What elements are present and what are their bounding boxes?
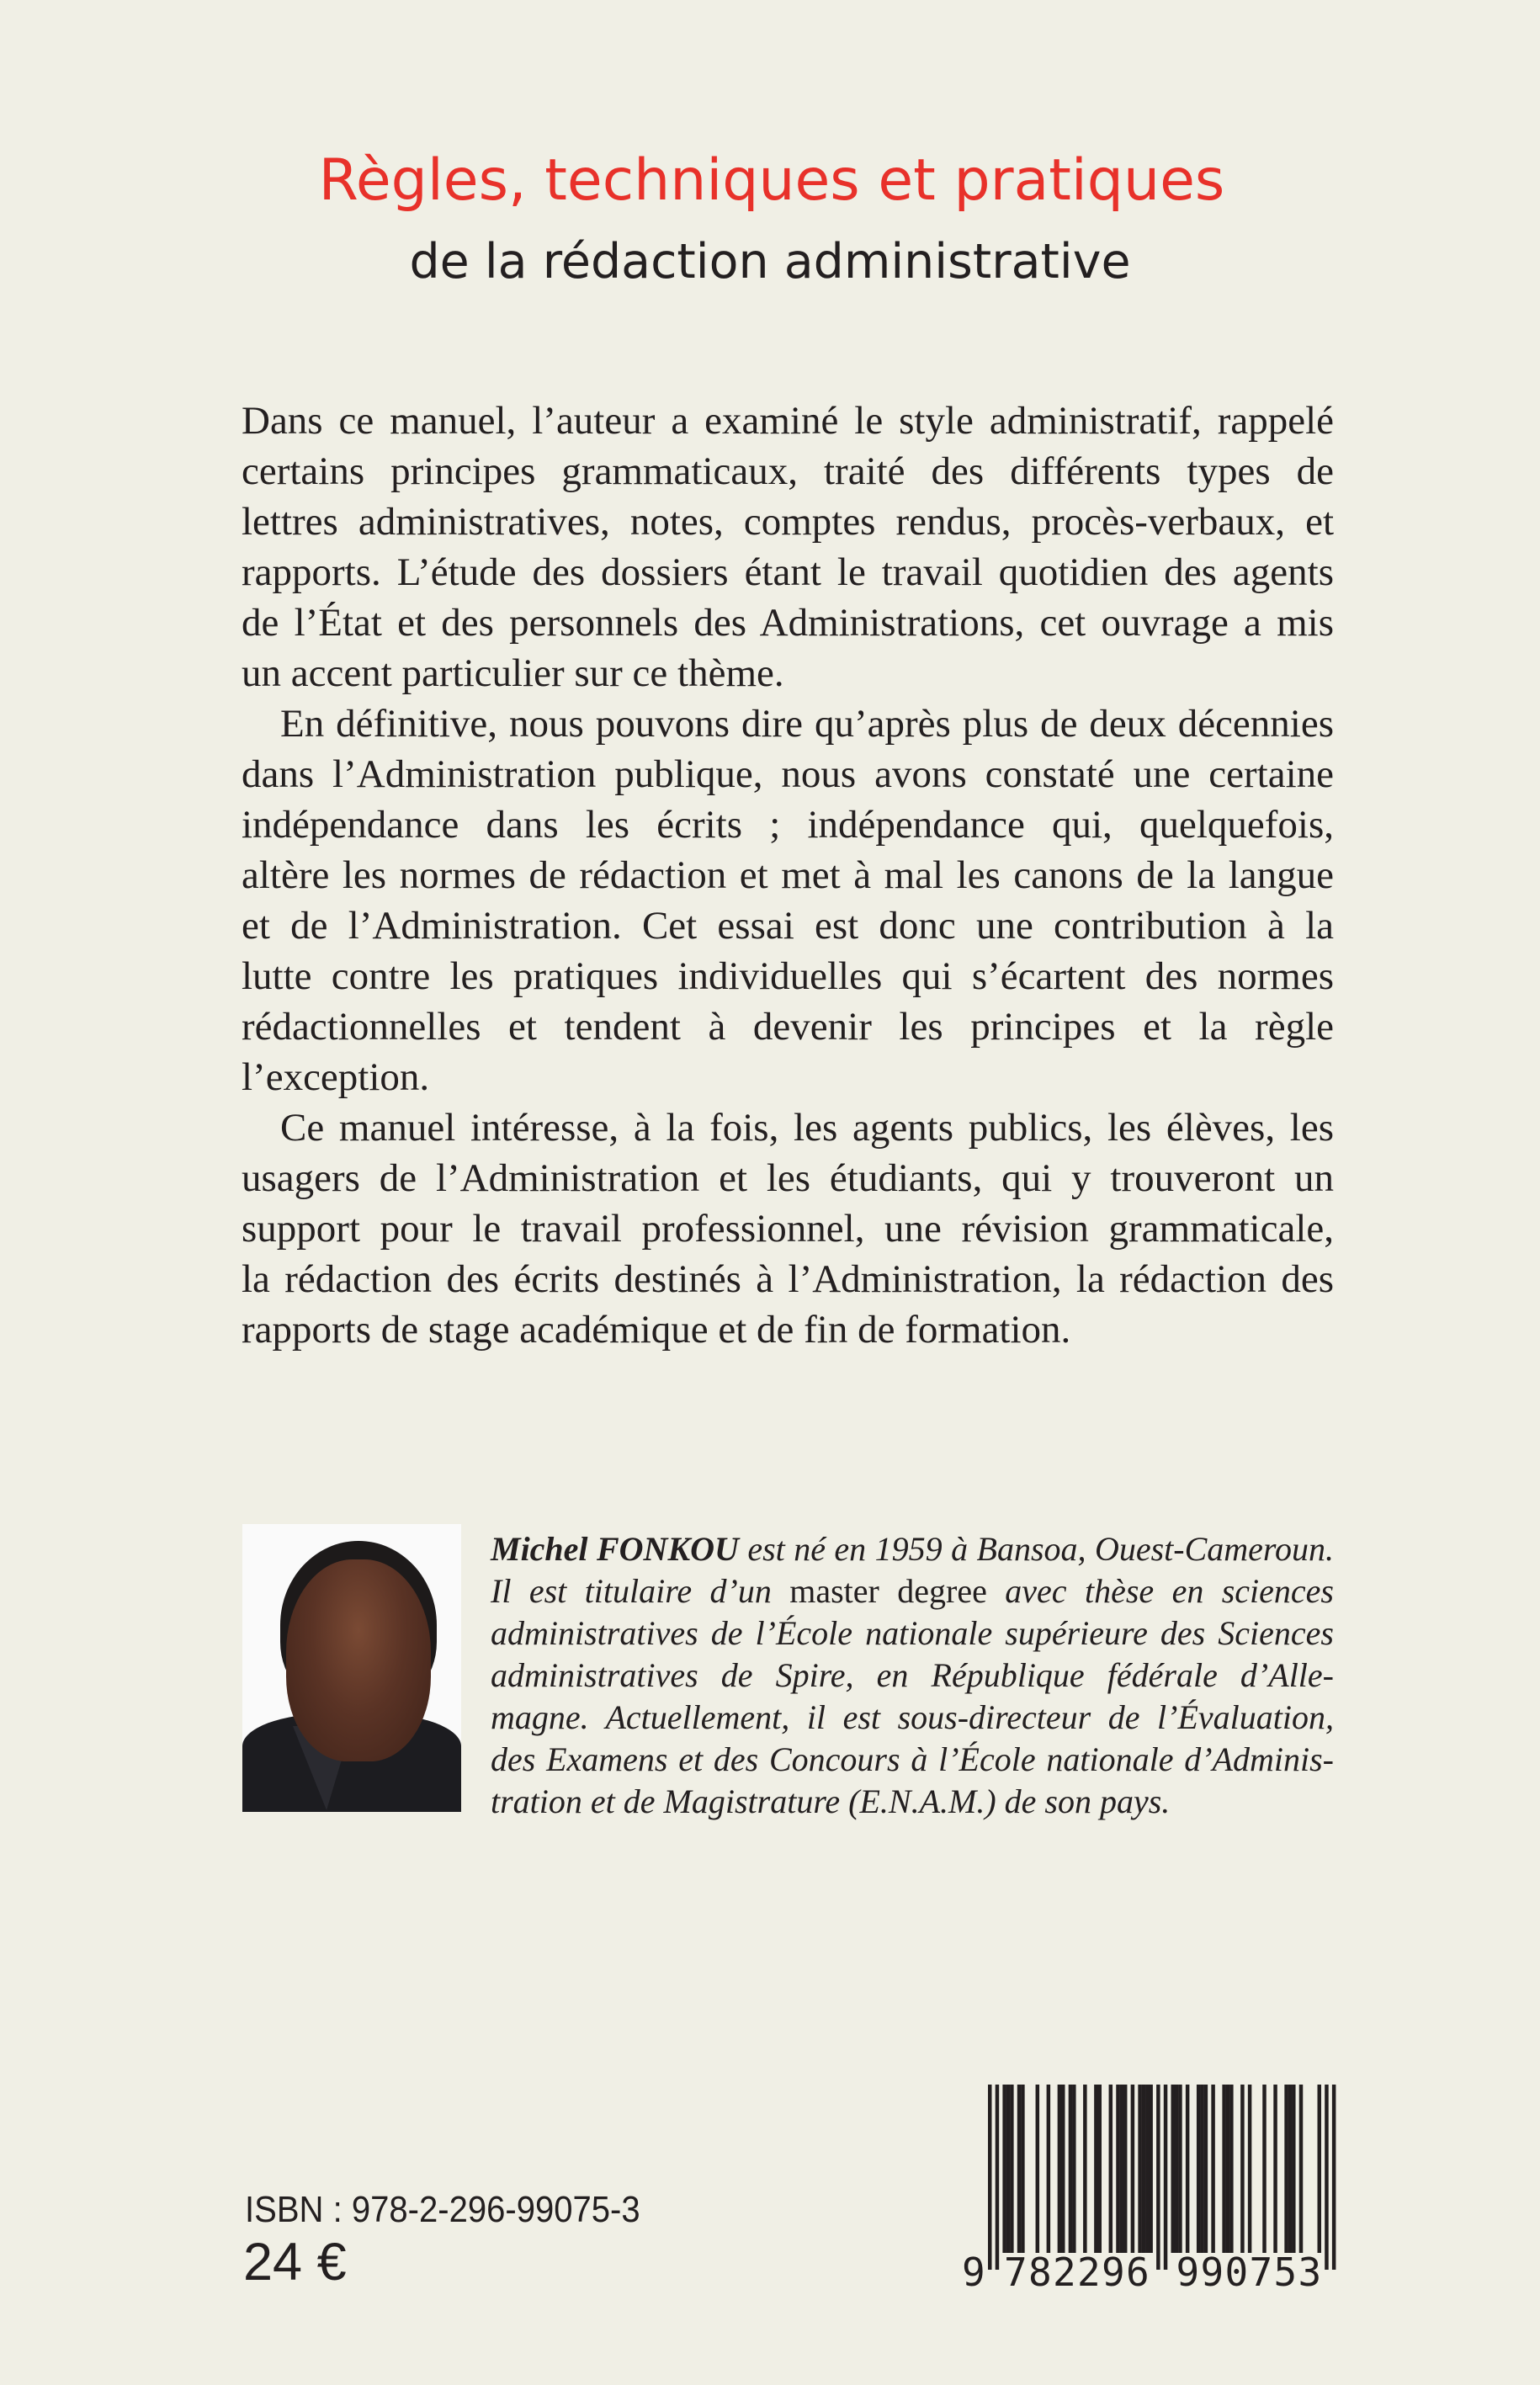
blurb-line: rédactionnelles et tendent à devenir les principes et la règle xyxy=(242,1005,1334,1049)
bio-text: administratives de l’École nationale supérieure des Sciences xyxy=(491,1614,1334,1652)
blurb-line: altère les normes de rédaction et met à mal les canons de la langue xyxy=(242,853,1334,897)
blurb-line: un accent particulier sur ce thème. xyxy=(242,651,784,695)
bio-text: avec thèse en sciences xyxy=(986,1572,1334,1610)
bio-text: magne. Actuellement, il est sous-directeur de l’Évaluation, xyxy=(491,1698,1334,1736)
price: 24 € xyxy=(243,2233,347,2292)
blurb-line: la rédaction des écrits destinés à l’Administration, la rédaction des xyxy=(242,1257,1334,1301)
bio-line xyxy=(491,1739,1334,1781)
book-subtitle: de la rédaction administrative xyxy=(409,234,1131,289)
bio-line xyxy=(491,1528,1334,1570)
barcode-graphic xyxy=(959,2079,1346,2297)
barcode-first-digit: 9 xyxy=(962,2250,985,2295)
blurb-line: En définitive, nous pouvons dire qu’après plus de deux décennies xyxy=(280,702,1334,746)
bio-text: administratives de Spire, en République fédérale d’Alle- xyxy=(491,1656,1334,1694)
barcode xyxy=(959,2079,1346,2297)
bio-line xyxy=(491,1612,1334,1655)
blurb-paragraph-3 xyxy=(242,1102,1334,1355)
isbn: ISBN : 978-2-296-99075-3 xyxy=(245,2189,640,2230)
photo-face xyxy=(286,1559,431,1761)
barcode-left-digits: 782296 xyxy=(1004,2250,1150,2295)
barcode-right-digits: 990753 xyxy=(1176,2250,1322,2295)
bio-line xyxy=(491,1655,1334,1697)
blurb-line: et de l’Administration. Cet essai est donc une contribution à la xyxy=(242,904,1334,948)
bio-text: tration et de Magistrature (E.N.A.M.) de son pays. xyxy=(491,1782,1171,1820)
bio-line xyxy=(491,1570,1334,1612)
blurb-line: Dans ce manuel, l’auteur a examiné le style administratif, rappelé xyxy=(242,399,1334,443)
blurb-paragraph-2 xyxy=(242,699,1334,1102)
bio-line xyxy=(491,1781,1334,1823)
blurb-line: indépendance dans les écrits ; indépendance qui, quelquefois, xyxy=(242,803,1334,847)
blurb-line: dans l’Administration publique, nous avons constaté une certaine xyxy=(242,752,1334,796)
blurb-line: support pour le travail professionnel, une révision grammaticale, xyxy=(242,1207,1334,1251)
bio-text: des Examens et des Concours à l’École nationale d’Adminis- xyxy=(491,1740,1334,1778)
blurb-line: Ce manuel intéresse, à la fois, les agents publics, les élèves, les xyxy=(280,1106,1334,1150)
blurb-line: l’exception. xyxy=(242,1055,430,1099)
bio-line xyxy=(491,1697,1334,1739)
author-name: Michel FONKOU xyxy=(491,1530,739,1568)
blurb-line: lettres administratives, notes, comptes rendus, procès-verbaux, et xyxy=(242,500,1334,544)
blurb-line: usagers de l’Administration et les étudiants, qui y trouveront un xyxy=(242,1156,1334,1200)
author-bio xyxy=(491,1528,1334,1823)
book-title xyxy=(0,146,1540,215)
blurb-line: rapports de stage académique et de fin de formation. xyxy=(242,1308,1071,1352)
blurb-line: lutte contre les pratiques individuelles qui s’écartent des normes xyxy=(242,954,1334,998)
blurb-line: certains principes grammaticaux, traité des différents types de xyxy=(242,449,1334,493)
blurb-line: de l’État et des personnels des Administrations, cet ouvrage a mis xyxy=(242,601,1334,645)
bio-text: master degree xyxy=(789,1572,987,1610)
blurb-line: rapports. L’étude des dossiers étant le travail quotidien des agents xyxy=(242,550,1334,594)
blurb xyxy=(242,396,1334,1355)
blurb-paragraph-1 xyxy=(242,396,1334,699)
book-title-text: Règles, techniques et pratiques xyxy=(318,147,1225,214)
bio-text: Il est titulaire d’un xyxy=(491,1572,790,1610)
bio-text: est né en 1959 à Bansoa, Ouest-Cameroun. xyxy=(738,1530,1335,1568)
author-photo xyxy=(242,1524,461,1812)
